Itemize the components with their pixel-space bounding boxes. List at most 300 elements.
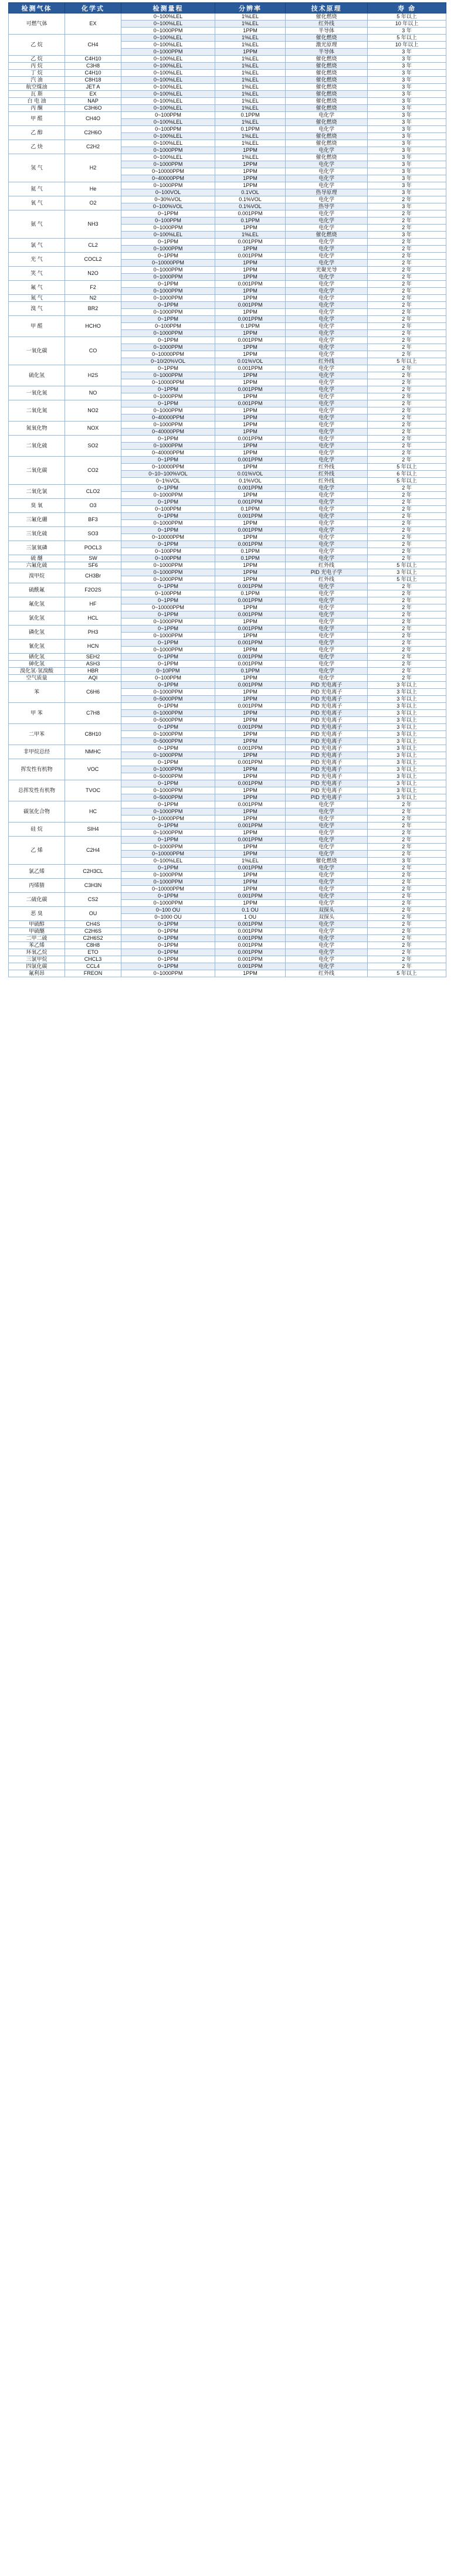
cell-formula: CLO2	[65, 485, 121, 499]
cell-technology: 催化燃烧	[286, 232, 368, 239]
cell-gas-name: 三氯甲烷	[9, 956, 65, 963]
table-row	[9, 485, 446, 492]
cell-formula: CO	[65, 337, 121, 365]
cell-range: 0~100PPM	[121, 126, 215, 133]
cell-range: 0~1000PPM	[121, 844, 215, 851]
cell-formula: CL2	[65, 239, 121, 253]
cell-range: 0~100PPM	[121, 590, 215, 597]
cell-formula: CO2	[65, 457, 121, 485]
table-row	[9, 759, 446, 766]
cell-range: 0~1000PPM	[121, 689, 215, 696]
cell-resolution: 0.001PPM	[215, 316, 286, 323]
cell-life: 2 年	[368, 893, 446, 900]
cell-life: 2 年	[368, 253, 446, 260]
cell-gas-name: 氟化氢	[9, 597, 65, 611]
cell-range: 0~100PPM	[121, 112, 215, 119]
cell-resolution: 0.001PPM	[215, 942, 286, 949]
cell-resolution: 0.001PPM	[215, 583, 286, 590]
cell-resolution: 0.001PPM	[215, 626, 286, 633]
cell-life: 3 年以上	[368, 759, 446, 766]
cell-range: 0~1PPM	[121, 337, 215, 344]
cell-technology: 电化学	[286, 126, 368, 133]
cell-range: 0~100%LEL	[121, 70, 215, 77]
cell-range: 0~1PPM	[121, 942, 215, 949]
cell-technology: 电化学	[286, 429, 368, 436]
cell-formula: TVOC	[65, 780, 121, 801]
cell-resolution: 1PPM	[215, 872, 286, 879]
cell-life: 3 年以上	[368, 738, 446, 745]
cell-technology: 电化学	[286, 886, 368, 893]
cell-technology: 电化学	[286, 900, 368, 907]
cell-resolution: 0.1PPM	[215, 323, 286, 330]
cell-technology: 电化学	[286, 879, 368, 886]
cell-technology: PID 光电离子	[286, 682, 368, 689]
cell-life: 2 年	[368, 499, 446, 506]
cell-technology: 电化学	[286, 590, 368, 597]
cell-resolution: 1 OU	[215, 914, 286, 921]
cell-formula: C4H10	[65, 56, 121, 63]
cell-resolution: 1PPM	[215, 604, 286, 611]
cell-range: 0~100PPM	[121, 218, 215, 225]
cell-technology: 热导学	[286, 203, 368, 210]
cell-resolution: 1PPM	[215, 851, 286, 858]
cell-technology: 半导体	[286, 28, 368, 35]
cell-resolution: 1%LEL	[215, 56, 286, 63]
cell-range: 0~1000PPM	[121, 787, 215, 794]
cell-technology: 红外线	[286, 478, 368, 485]
cell-formula: FREON	[65, 970, 121, 977]
cell-life: 2 年	[368, 274, 446, 281]
cell-resolution: 0.001PPM	[215, 210, 286, 218]
cell-formula: NO	[65, 386, 121, 400]
cell-life: 2 年	[368, 281, 446, 288]
cell-resolution: 1PPM	[215, 900, 286, 907]
cell-range: 0~100PPM	[121, 555, 215, 562]
cell-life: 3 年	[368, 182, 446, 189]
table-row	[9, 668, 446, 675]
cell-range: 0~1000PPM	[121, 309, 215, 316]
cell-resolution: 0.001PPM	[215, 724, 286, 731]
cell-technology: PID 光电离子	[286, 696, 368, 703]
cell-resolution: 0.001PPM	[215, 527, 286, 534]
table-row	[9, 105, 446, 112]
cell-range: 0~1000 OU	[121, 914, 215, 921]
cell-resolution: 0.001PPM	[215, 436, 286, 443]
cell-range: 0~1PPM	[121, 485, 215, 492]
cell-resolution: 0.1 OU	[215, 907, 286, 914]
cell-life: 2 年	[368, 365, 446, 372]
cell-life: 2 年	[368, 886, 446, 893]
cell-formula: SIH4	[65, 823, 121, 837]
cell-resolution: 1PPM	[215, 886, 286, 893]
cell-range: 0~1000PPM	[121, 295, 215, 302]
cell-formula: SO3	[65, 527, 121, 541]
cell-formula: ETO	[65, 949, 121, 956]
cell-range: 0~100%LEL	[121, 133, 215, 140]
cell-range: 0~1000PPM	[121, 274, 215, 281]
cell-life: 2 年	[368, 626, 446, 633]
cell-technology: 激光原理	[286, 42, 368, 49]
table-row	[9, 196, 446, 203]
cell-resolution: 0.1%VOL	[215, 196, 286, 203]
cell-life: 2 年	[368, 647, 446, 654]
table-row	[9, 879, 446, 886]
cell-formula: C8H10	[65, 724, 121, 745]
cell-technology: 热导原理	[286, 189, 368, 196]
cell-resolution: 1PPM	[215, 534, 286, 541]
cell-life: 5 年以上	[368, 562, 446, 569]
cell-formula: CH3Br	[65, 569, 121, 583]
cell-technology: 电化学	[286, 492, 368, 499]
cell-life: 2 年	[368, 400, 446, 407]
cell-technology: PID 光电子学	[286, 569, 368, 576]
cell-technology: PID 光电离子	[286, 759, 368, 766]
cell-technology: 电化学	[286, 808, 368, 815]
cell-range: 0~100%LEL	[121, 98, 215, 105]
cell-formula: He	[65, 182, 121, 196]
cell-formula: CH4	[65, 35, 121, 56]
cell-resolution: 0.001PPM	[215, 253, 286, 260]
cell-gas-name: 二硫化碳	[9, 893, 65, 907]
cell-technology: 双探头	[286, 914, 368, 921]
cell-gas-name: 碳氢化合物	[9, 801, 65, 823]
cell-resolution: 0.1PPM	[215, 126, 286, 133]
cell-technology: 电化学	[286, 893, 368, 900]
cell-technology: 电化学	[286, 365, 368, 372]
cell-range: 0~1PPM	[121, 935, 215, 942]
cell-life: 2 年	[368, 267, 446, 274]
cell-life: 2 年	[368, 351, 446, 358]
cell-resolution: 1PPM	[215, 731, 286, 738]
cell-technology: 电化学	[286, 675, 368, 682]
cell-range: 0~10~100%VOL	[121, 471, 215, 478]
cell-life: 2 年	[368, 837, 446, 844]
cell-range: 0~100VOL	[121, 189, 215, 196]
cell-life: 2 年	[368, 956, 446, 963]
cell-resolution: 0.1PPM	[215, 590, 286, 597]
cell-technology: 电化学	[286, 344, 368, 351]
cell-technology: 电化学	[286, 218, 368, 225]
cell-technology: 催化燃烧	[286, 13, 368, 21]
cell-resolution: 0.001PPM	[215, 499, 286, 506]
cell-range: 0~1000PPM	[121, 766, 215, 773]
cell-technology: 电化学	[286, 661, 368, 668]
cell-life: 2 年	[368, 921, 446, 928]
cell-life: 3 年	[368, 858, 446, 865]
cell-life: 2 年	[368, 407, 446, 414]
cell-range: 0~1PPM	[121, 661, 215, 668]
table-row	[9, 281, 446, 288]
cell-range: 0~1000PPM	[121, 443, 215, 450]
cell-technology: 电化学	[286, 281, 368, 288]
cell-gas-name: 乙 炔	[9, 140, 65, 154]
cell-range: 0~1000PPM	[121, 28, 215, 35]
cell-technology: 电化学	[286, 626, 368, 633]
cell-range: 0~100%LEL	[121, 21, 215, 28]
table-row	[9, 35, 446, 42]
cell-resolution: 0.1PPM	[215, 112, 286, 119]
cell-technology: 电化学	[286, 942, 368, 949]
cell-technology: 电化学	[286, 386, 368, 393]
header-life: 寿 命	[368, 3, 446, 13]
cell-resolution: 1PPM	[215, 429, 286, 436]
cell-technology: PID 光电离子	[286, 717, 368, 724]
cell-formula: HCL	[65, 611, 121, 626]
cell-gas-name: 硅 烷	[9, 823, 65, 837]
cell-range: 0~100 OU	[121, 907, 215, 914]
cell-technology: 电化学	[286, 844, 368, 851]
cell-range: 0~1PPM	[121, 837, 215, 844]
cell-range: 0~1PPM	[121, 400, 215, 407]
cell-gas-name: 甲硫醇	[9, 921, 65, 928]
cell-range: 0~1PPM	[121, 527, 215, 534]
cell-life: 2 年	[368, 513, 446, 520]
cell-life: 5 年以上	[368, 464, 446, 471]
cell-formula: NOX	[65, 422, 121, 436]
cell-technology: 催化燃烧	[286, 140, 368, 147]
cell-gas-name: 氮氧化物	[9, 422, 65, 436]
cell-range: 0~1000PPM	[121, 633, 215, 640]
cell-range: 0~100%LEL	[121, 35, 215, 42]
cell-life: 2 年	[368, 801, 446, 808]
cell-range: 0~10PPM	[121, 668, 215, 675]
cell-resolution: 0.1%VOL	[215, 478, 286, 485]
cell-life: 2 年	[368, 865, 446, 872]
cell-life: 2 年	[368, 422, 446, 429]
cell-range: 0~1PPM	[121, 316, 215, 323]
cell-resolution: 0.001PPM	[215, 837, 286, 844]
cell-technology: 双探头	[286, 907, 368, 914]
cell-technology: 电化学	[286, 246, 368, 253]
cell-formula: NMHC	[65, 745, 121, 759]
cell-life: 2 年	[368, 492, 446, 499]
cell-technology: 电化学	[286, 274, 368, 281]
cell-gas-name: 氨 气	[9, 210, 65, 239]
cell-resolution: 1PPM	[215, 288, 286, 295]
cell-resolution: 1%LEL	[215, 154, 286, 161]
cell-formula: BR2	[65, 302, 121, 316]
cell-range: 0~1PPM	[121, 597, 215, 604]
cell-range: 0~100%LEL	[121, 858, 215, 865]
cell-life: 3 年	[368, 49, 446, 56]
cell-technology: 电化学	[286, 414, 368, 422]
cell-range: 0~40000PPM	[121, 414, 215, 422]
cell-formula: C2H6O	[65, 126, 121, 140]
cell-life: 2 年	[368, 633, 446, 640]
table-row	[9, 661, 446, 668]
cell-life: 3 年	[368, 175, 446, 182]
cell-range: 0~10000PPM	[121, 168, 215, 175]
cell-life: 2 年	[368, 386, 446, 393]
cell-resolution: 1PPM	[215, 562, 286, 569]
cell-life: 2 年	[368, 534, 446, 541]
cell-resolution: 0.001PPM	[215, 365, 286, 372]
cell-life: 2 年	[368, 942, 446, 949]
cell-resolution: 1PPM	[215, 147, 286, 154]
cell-range: 0~40000PPM	[121, 429, 215, 436]
cell-technology: 电化学	[286, 647, 368, 654]
cell-range: 0~10000PPM	[121, 886, 215, 893]
cell-range: 0~1PPM	[121, 253, 215, 260]
cell-technology: 红外线	[286, 970, 368, 977]
cell-life: 2 年	[368, 548, 446, 555]
cell-resolution: 0.1VOL	[215, 189, 286, 196]
cell-gas-name: 甲 苯	[9, 703, 65, 724]
cell-resolution: 1PPM	[215, 295, 286, 302]
table-row	[9, 823, 446, 830]
cell-technology: 电化学	[286, 548, 368, 555]
cell-range: 0~100%LEL	[121, 63, 215, 70]
cell-gas-name: 硒化氢	[9, 654, 65, 661]
cell-technology: 电化学	[286, 196, 368, 203]
table-row	[9, 583, 446, 590]
cell-technology: PID 光电离子	[286, 787, 368, 794]
cell-technology: 电化学	[286, 921, 368, 928]
cell-range: 0~1000PPM	[121, 422, 215, 429]
cell-technology: 红外线	[286, 576, 368, 583]
cell-resolution: 1PPM	[215, 182, 286, 189]
cell-life: 3 年以上	[368, 752, 446, 759]
cell-life: 5 年以上	[368, 35, 446, 42]
cell-technology: PID 光电离子	[286, 780, 368, 787]
cell-resolution: 1PPM	[215, 49, 286, 56]
cell-formula: C3H3N	[65, 879, 121, 893]
cell-life: 3 年以上	[368, 773, 446, 780]
cell-range: 0~1000PPM	[121, 267, 215, 274]
cell-formula: C7H8	[65, 703, 121, 724]
table-row	[9, 907, 446, 914]
cell-resolution: 0.1PPM	[215, 218, 286, 225]
cell-range: 0~1PPM	[121, 583, 215, 590]
cell-range: 0~1PPM	[121, 823, 215, 830]
cell-life: 3 年	[368, 91, 446, 98]
cell-technology: 催化燃烧	[286, 98, 368, 105]
cell-technology: PID 光电离子	[286, 766, 368, 773]
cell-life: 3 年	[368, 63, 446, 70]
cell-formula: JET A	[65, 84, 121, 91]
cell-technology: 电化学	[286, 597, 368, 604]
cell-gas-name: 二氧化氮	[9, 400, 65, 422]
cell-resolution: 1%LEL	[215, 98, 286, 105]
cell-resolution: 1PPM	[215, 808, 286, 815]
cell-range: 0~100%VOL	[121, 203, 215, 210]
cell-formula: HCHO	[65, 316, 121, 337]
cell-range: 0~10000PPM	[121, 351, 215, 358]
cell-resolution: 1PPM	[215, 344, 286, 351]
cell-life: 2 年	[368, 450, 446, 457]
cell-life: 2 年	[368, 583, 446, 590]
cell-range: 0~1000PPM	[121, 393, 215, 400]
cell-resolution: 1%LEL	[215, 105, 286, 112]
cell-life: 3 年	[368, 161, 446, 168]
cell-life: 6 年以上	[368, 471, 446, 478]
table-row	[9, 626, 446, 633]
cell-technology: 电化学	[286, 668, 368, 675]
cell-gas-name: 砷化氢	[9, 661, 65, 668]
cell-range: 0~100PPM	[121, 323, 215, 330]
table-row	[9, 724, 446, 731]
cell-life: 2 年	[368, 393, 446, 400]
cell-technology: PID 光电离子	[286, 773, 368, 780]
cell-technology: 电化学	[286, 485, 368, 492]
cell-life: 5 年以上	[368, 358, 446, 365]
cell-life: 10 年以上	[368, 42, 446, 49]
cell-life: 2 年	[368, 597, 446, 604]
cell-life: 3 年	[368, 232, 446, 239]
cell-resolution: 1PPM	[215, 766, 286, 773]
cell-life: 2 年	[368, 640, 446, 647]
table-row	[9, 745, 446, 752]
cell-gas-name: 笑 气	[9, 267, 65, 281]
cell-formula: C2H2	[65, 140, 121, 154]
cell-range: 0~10/20%VOL	[121, 358, 215, 365]
cell-technology: 电化学	[286, 372, 368, 379]
cell-resolution: 1PPM	[215, 443, 286, 450]
table-row	[9, 928, 446, 935]
cell-range: 0~1PPM	[121, 963, 215, 970]
table-row	[9, 499, 446, 506]
cell-technology: 电化学	[286, 323, 368, 330]
cell-technology: 催化燃烧	[286, 91, 368, 98]
cell-gas-name: 乙 烯	[9, 837, 65, 865]
cell-formula: SF6	[65, 562, 121, 569]
cell-resolution: 0.001PPM	[215, 640, 286, 647]
cell-range: 0~30%VOL	[121, 196, 215, 203]
cell-range: 0~1000PPM	[121, 872, 215, 879]
cell-life: 2 年	[368, 907, 446, 914]
cell-life: 2 年	[368, 309, 446, 316]
cell-resolution: 1PPM	[215, 970, 286, 977]
cell-resolution: 0.01%VOL	[215, 358, 286, 365]
cell-range: 0~1PPM	[121, 724, 215, 731]
cell-resolution: 1PPM	[215, 844, 286, 851]
cell-technology: 电化学	[286, 239, 368, 246]
cell-technology: 电化学	[286, 633, 368, 640]
cell-resolution: 1%LEL	[215, 70, 286, 77]
table-row	[9, 316, 446, 323]
cell-resolution: 1PPM	[215, 260, 286, 267]
cell-gas-name: 恶 臭	[9, 907, 65, 921]
cell-life: 2 年	[368, 344, 446, 351]
cell-formula: EX	[65, 91, 121, 98]
cell-range: 0~5000PPM	[121, 717, 215, 724]
header-resolution: 分辨率	[215, 3, 286, 13]
cell-gas-name: 氰化氢	[9, 640, 65, 654]
cell-life: 2 年	[368, 225, 446, 232]
cell-resolution: 1PPM	[215, 830, 286, 837]
cell-technology: 催化燃烧	[286, 84, 368, 91]
cell-formula: HF	[65, 597, 121, 611]
table-row	[9, 337, 446, 344]
cell-range: 0~1000PPM	[121, 161, 215, 168]
cell-resolution: 1%LEL	[215, 77, 286, 84]
cell-resolution: 1PPM	[215, 379, 286, 386]
cell-range: 0~1000PPM	[121, 372, 215, 379]
cell-range: 0~1000PPM	[121, 970, 215, 977]
cell-technology: 电化学	[286, 956, 368, 963]
cell-technology: 电化学	[286, 830, 368, 837]
cell-resolution: 1PPM	[215, 330, 286, 337]
cell-life: 2 年	[368, 196, 446, 203]
cell-resolution: 1PPM	[215, 450, 286, 457]
cell-technology: PID 光电离子	[286, 794, 368, 801]
cell-range: 0~1000PPM	[121, 246, 215, 253]
cell-gas-name: 甲硫醚	[9, 928, 65, 935]
cell-formula: C3H8	[65, 63, 121, 70]
cell-technology: 电化学	[286, 337, 368, 344]
cell-formula: F2O2S	[65, 583, 121, 597]
cell-resolution: 1%LEL	[215, 133, 286, 140]
